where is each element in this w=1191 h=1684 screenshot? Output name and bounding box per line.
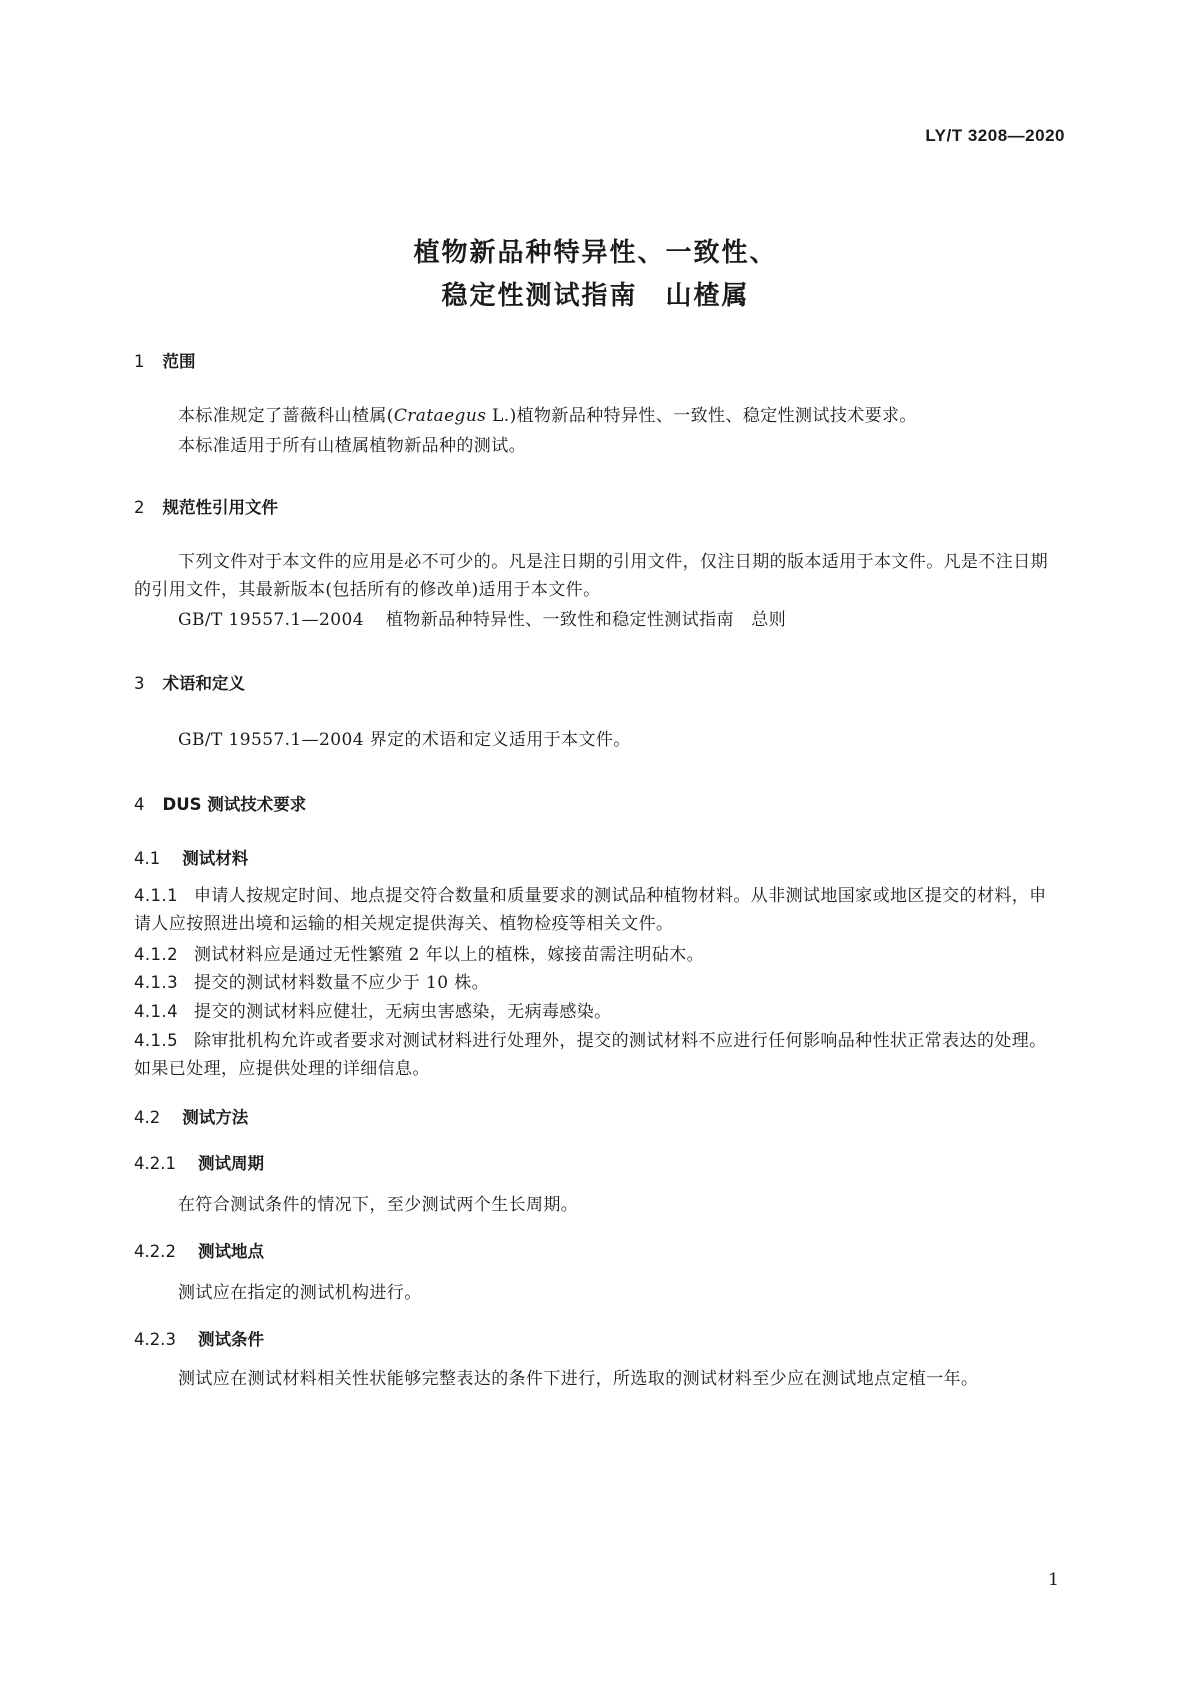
standard-code: LY/T 3208—2020 — [925, 126, 1065, 145]
clause-number: 4.1.1 — [134, 886, 178, 905]
section-title: 测试条件 — [197, 1330, 264, 1349]
section-number: 4.2.3 — [134, 1330, 176, 1349]
section-title: 规范性引用文件 — [162, 498, 278, 517]
section-1-paragraph-2: 本标准适用于所有山楂属植物新品种的测试。 — [178, 436, 526, 456]
clause-4-2-3-text: 测试应在测试材料相关性状能够完整表达的条件下进行，所选取的测试材料至少应在测试地点定植一年。 — [178, 1369, 979, 1389]
clause-text: 申请人按规定时间、地点提交符合数量和质量要求的测试品种植物材料。从非测试地国家或地区提交的材料，申请人应按照进出境和运输的相关规定提供海关、植物检疫等相关文件。 — [134, 886, 1047, 934]
section-number: 1 — [134, 352, 145, 371]
normative-reference — [134, 606, 1059, 634]
section-title: 测试材料 — [182, 849, 249, 868]
clause-text: 提交的测试材料应健壮，无病虫害感染，无病毒感染。 — [193, 1002, 612, 1022]
section-4-2-2-heading — [134, 1238, 264, 1262]
section-4-2-3-heading — [134, 1326, 264, 1350]
document-title-line-2: 稳定性测试指南 山楂属 — [441, 281, 750, 311]
section-number: 4.2 — [134, 1108, 161, 1127]
clause-text: 除审批机构允许或者要求对测试材料进行处理外，提交的测试材料不应进行任何影响品种性状正常表达的处理。如果已处理，应提供处理的详细信息。 — [134, 1031, 1047, 1079]
section-title: DUS 测试技术要求 — [162, 795, 307, 814]
clause-4-1-2 — [134, 941, 1059, 969]
section-3-paragraph-1: GB/T 19557.1—2004 界定的术语和定义适用于本文件。 — [178, 730, 631, 750]
section-title: 测试方法 — [182, 1108, 249, 1127]
section-2-paragraph-1: 下列文件对于本文件的应用是必不可少的。凡是注日期的引用文件，仅注日期的版本适用于本文件。凡是不注日期的引用文件，其最新版本(包括所有的修改单)适用于本文件。 — [134, 552, 1048, 600]
section-title: 测试周期 — [197, 1154, 264, 1173]
section-number: 4.2.1 — [134, 1154, 176, 1173]
clause-4-2-1-text: 在符合测试条件的情况下，至少测试两个生长周期。 — [178, 1195, 579, 1215]
section-4-2-1-heading — [134, 1150, 264, 1174]
reference-title: 植物新品种特异性、一致性和稳定性测试指南 总则 — [385, 610, 787, 630]
section-2-heading — [134, 494, 278, 518]
section-4-1-heading — [134, 845, 248, 869]
section-number: 4.1 — [134, 849, 161, 868]
section-number: 4.2.2 — [134, 1242, 176, 1261]
section-title: 术语和定义 — [162, 674, 245, 693]
clause-number: 4.1.5 — [134, 1031, 178, 1050]
page-number: 1 — [1048, 1570, 1059, 1590]
section-number: 4 — [134, 795, 145, 814]
section-3-heading — [134, 670, 245, 694]
section-number: 2 — [134, 498, 145, 517]
clause-text: 提交的测试材料数量不应少于 10 株。 — [193, 973, 490, 993]
document-title-line-1: 植物新品种特异性、一致性、 — [413, 238, 778, 268]
section-title: 测试地点 — [197, 1242, 264, 1261]
clause-text: 测试材料应是通过无性繁殖 2 年以上的植株，嫁接苗需注明砧木。 — [193, 945, 705, 965]
clause-4-1-4 — [134, 998, 1059, 1026]
clause-4-2-2-text: 测试应在指定的测试机构进行。 — [178, 1283, 422, 1303]
clause-number: 4.1.3 — [134, 973, 178, 992]
latin-genus-name: Crataegus — [393, 406, 487, 426]
clause-4-1-3 — [134, 969, 1059, 997]
reference-code: GB/T 19557.1—2004 — [178, 610, 364, 630]
section-1-heading — [134, 348, 196, 372]
clause-4-1-1 — [134, 882, 1059, 938]
section-4-2-heading — [134, 1104, 248, 1128]
text-run: L.)植物新品种特异性、一致性、稳定性测试技术要求。 — [486, 406, 917, 426]
section-1-paragraph-1 — [134, 402, 1059, 430]
section-title: 范围 — [162, 352, 196, 371]
text-run: 本标准规定了蔷薇科山楂属( — [178, 406, 394, 426]
section-4-heading — [134, 791, 306, 815]
clause-number: 4.1.2 — [134, 945, 178, 964]
section-number: 3 — [134, 674, 145, 693]
clause-4-1-5 — [134, 1027, 1059, 1083]
clause-number: 4.1.4 — [134, 1002, 178, 1021]
